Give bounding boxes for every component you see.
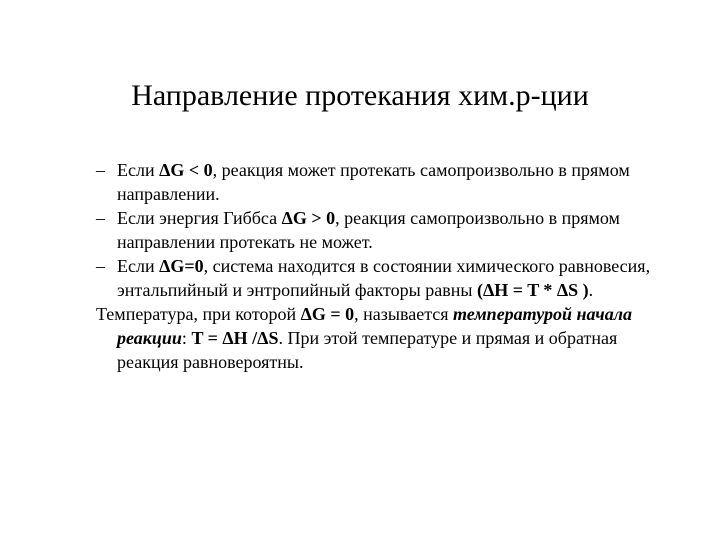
paragraph-text: . При этой температуре и прямая и обратная реакция равновероятны. [117,328,618,372]
condition-text: ΔG < 0 [159,160,213,180]
term-text: температурой начала реакции [117,304,632,348]
item-text: . [588,280,594,300]
item-text: , реакция самопроизвольно в прямом направлении протекать не может. [117,208,620,252]
temperature-paragraph [96,302,676,374]
slide-title: Направление протекания хим.р-ции [131,79,589,112]
bullet-item-negative [96,158,676,206]
formula-text: (ΔH = T * ΔS ) [476,280,589,300]
paragraph-text: : [181,328,192,348]
item-text: , реакция может протекать самопроизвольно в прямом направлении. [117,160,630,204]
formula-text: T = ΔH /ΔS [191,328,279,348]
bullet-item-positive [96,206,676,254]
paragraph-text: , называется [354,304,454,324]
condition-text: ΔG > 0 [281,208,336,228]
slide-body [96,158,676,374]
bullet-item-zero [96,254,676,302]
item-text: Если [117,256,160,276]
item-text: , система находится в состоянии химического равновесия, энтальпийный и энтропийный факторы равны [117,256,651,300]
condition-text: ΔG = 0 [300,304,355,324]
dash-marker: – [96,208,105,228]
condition-text: ΔG=0 [159,256,204,276]
dash-marker: – [96,160,105,180]
item-text: Если [117,160,160,180]
paragraph-text: Температура, при которой [96,304,301,324]
item-text: Если энергия Гиббса [117,208,282,228]
dash-marker: – [96,256,105,276]
